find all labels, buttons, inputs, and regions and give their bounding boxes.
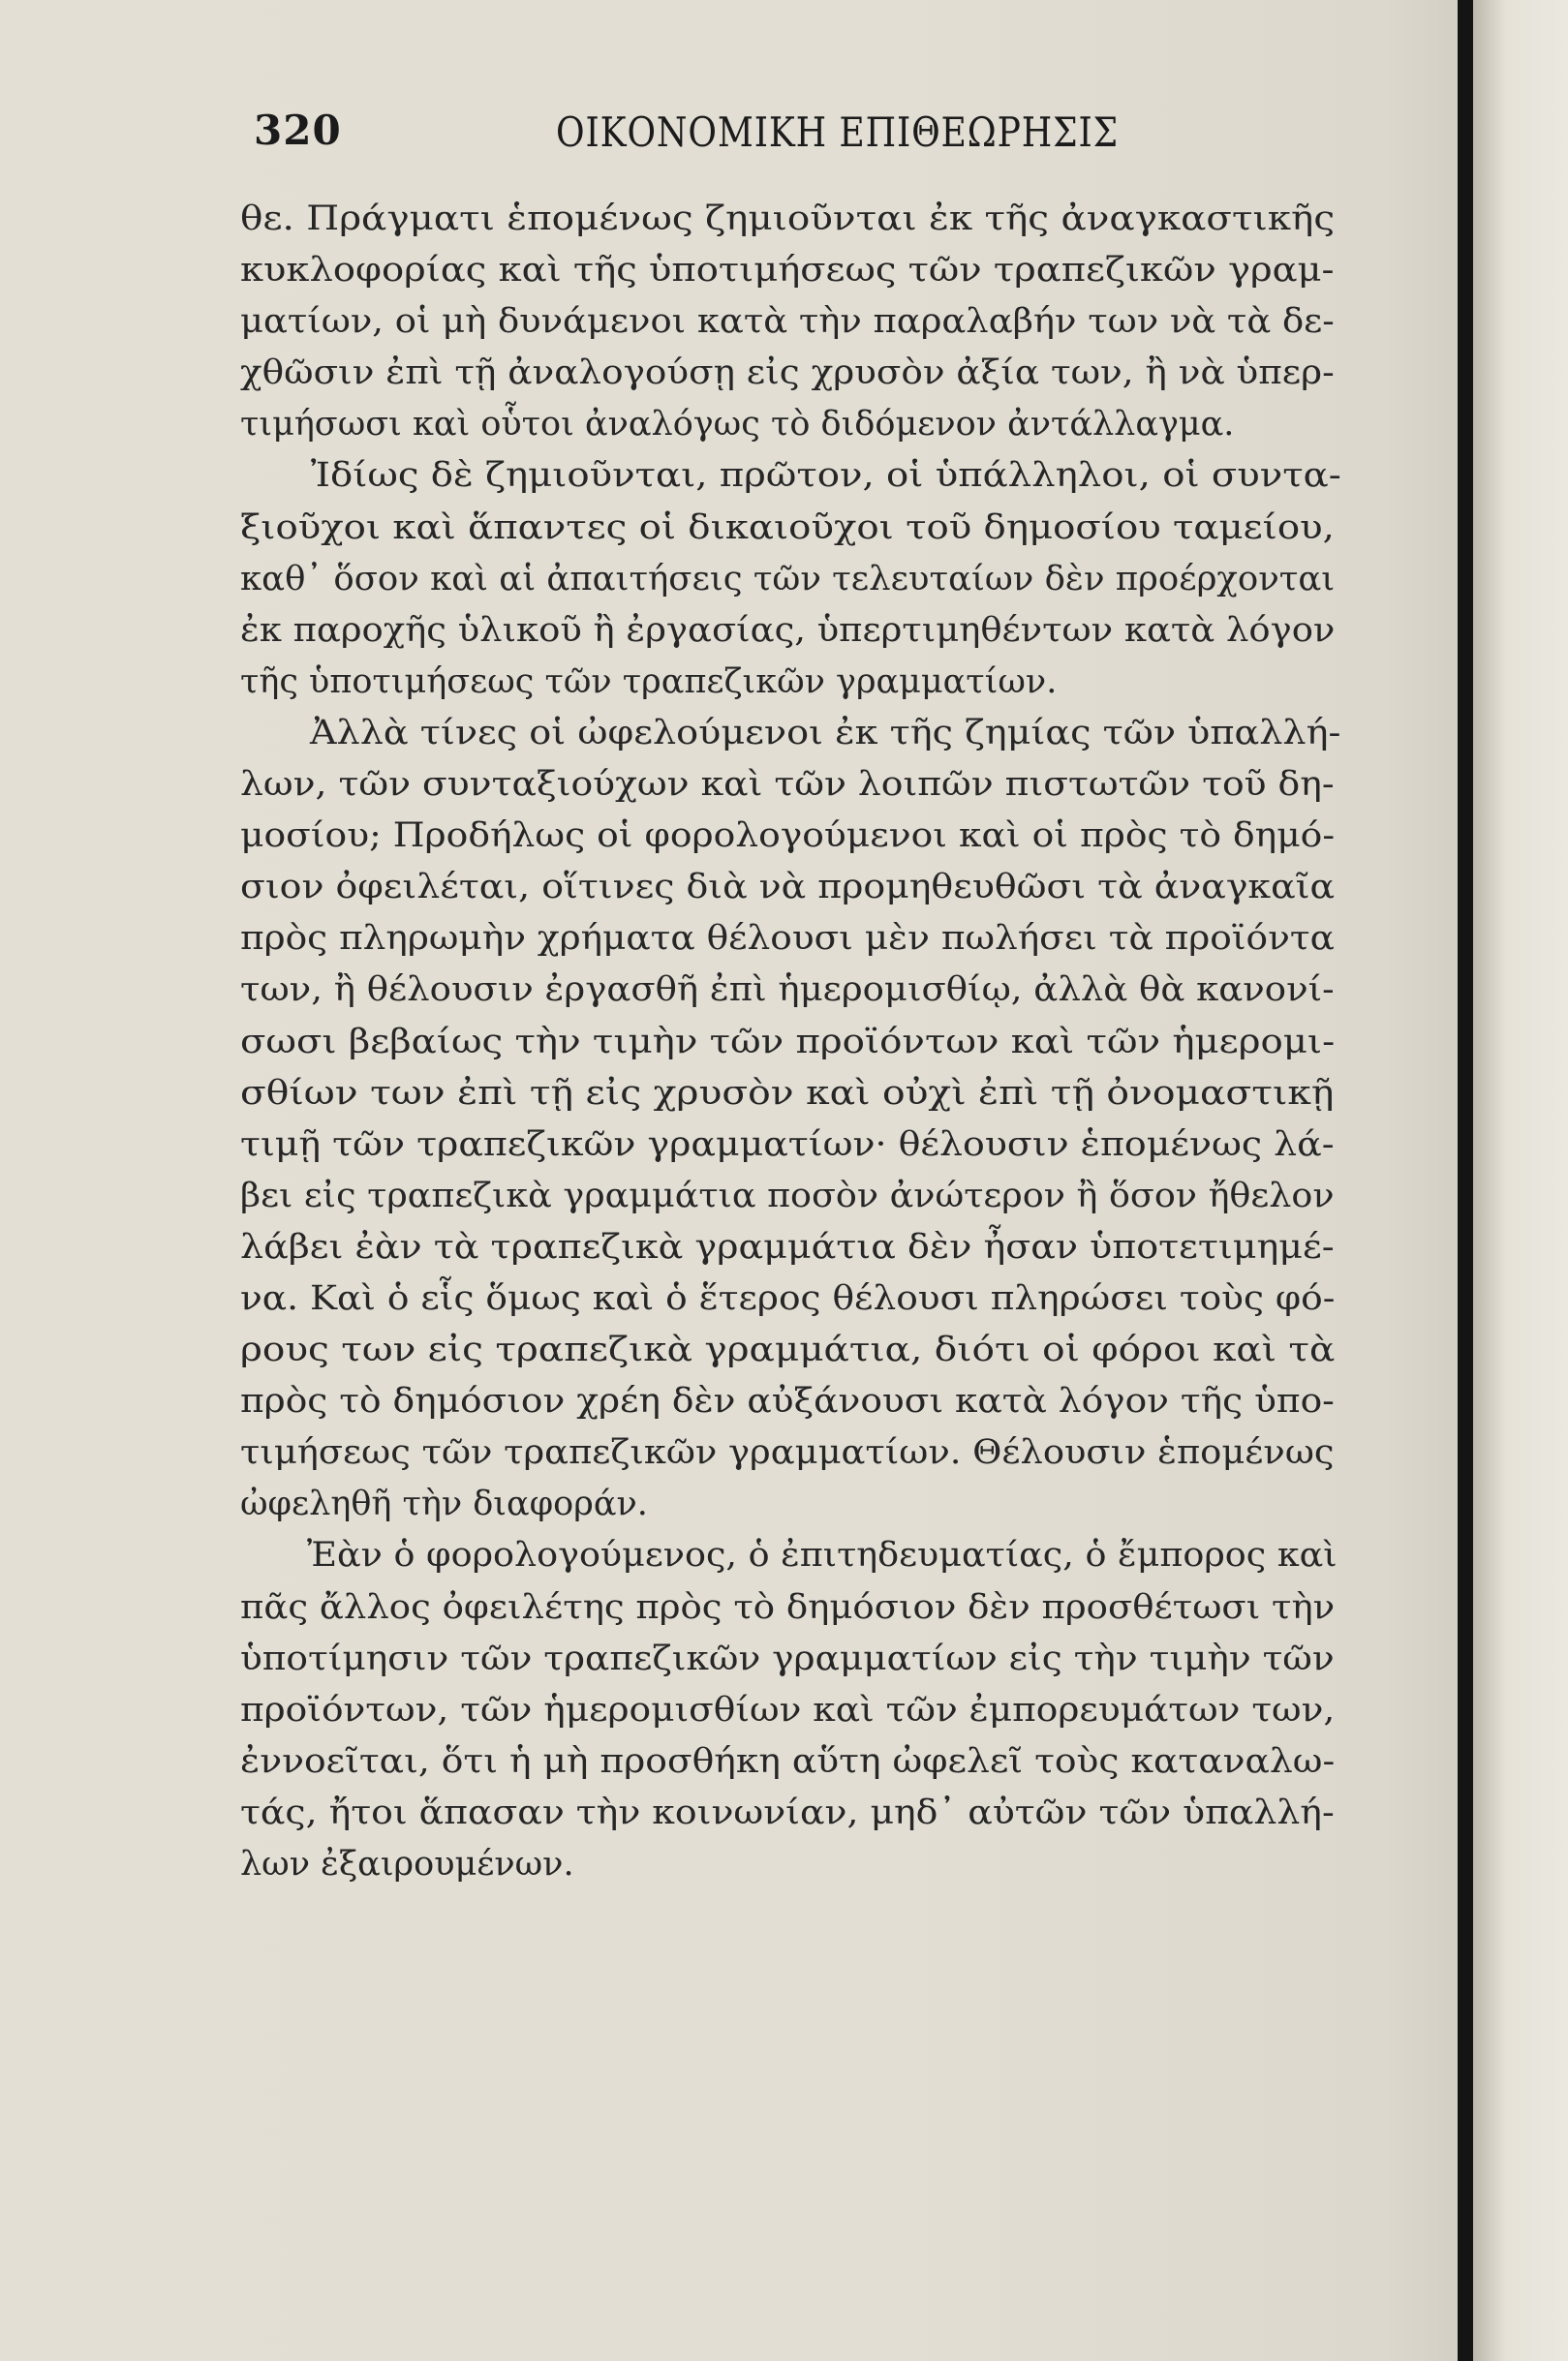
- text-line: ἐννοεῖται, ὅτι ἡ μὴ προσθήκη αὕτη ὠφελεῖ τοὺς καταναλω-: [240, 1741, 1336, 1781]
- text-line: τιμήσεως τῶν τραπεζικῶν γραμματίων. Θέλουσιν ἑπομένως: [240, 1433, 1335, 1473]
- text-line: Ἰδίως δὲ ζημιοῦνται, πρῶτον, οἱ ὑπάλληλοι, οἱ συντα-: [310, 456, 1341, 496]
- text-line: καθ᾽ ὅσον καὶ αἱ ἀπαιτήσεις τῶν τελευταίων δὲν προέρχονται: [240, 559, 1336, 598]
- text-line: ματίων, οἱ μὴ δυνάμενοι κατὰ τὴν παραλαβήν των νὰ τὰ δε-: [240, 302, 1335, 342]
- text-line: σιον ὀφειλέται, οἵτινες διὰ νὰ προμηθευθῶσι τὰ ἀναγκαῖα: [240, 868, 1336, 907]
- text-line: να. Καὶ ὁ εἷς ὅμως καὶ ὁ ἕτερος θέλουσι πληρώσει τοὺς φό-: [240, 1278, 1336, 1318]
- text-line: θε. Πράγματι ἑπομένως ζημιοῦνται ἐκ τῆς ἀναγκαστικῆς: [240, 199, 1336, 238]
- text-line: τῆς ὑποτιμήσεως τῶν τραπεζικῶν γραμματίων.: [240, 661, 1058, 701]
- text-line: τιμήσωσι καὶ οὗτοι ἀναλόγως τὸ διδόμενον ἀντάλλαγμα.: [240, 405, 1235, 445]
- text-line: σθίων των ἐπὶ τῇ εἰς χρυσὸν καὶ οὐχὶ ἐπὶ τῇ ὀνομαστικῇ: [240, 1073, 1335, 1113]
- text-line: ὑποτίμησιν τῶν τραπεζικῶν γραμματίων εἰς τὴν τιμὴν τῶν: [240, 1639, 1335, 1678]
- text-line: Ἐὰν ὁ φορολογούμενος, ὁ ἐπιτηδευματίας, ὁ ἔμπορος καὶ: [306, 1536, 1337, 1576]
- text-line: προϊόντων, τῶν ἡμερομισθίων καὶ τῶν ἐμπορευμάτων των,: [240, 1690, 1336, 1730]
- text-line: σωσι βεβαίως τὴν τιμὴν τῶν προϊόντων καὶ τῶν ἡμερομι-: [240, 1022, 1336, 1061]
- text-line: λων, τῶν συνταξιούχων καὶ τῶν λοιπῶν πιστωτῶν τοῦ δη-: [240, 765, 1335, 805]
- text-line: πᾶς ἄλλος ὀφειλέτης πρὸς τὸ δημόσιον δὲν προσθέτωσι τὴν: [240, 1587, 1336, 1627]
- text-line: κυκλοφορίας καὶ τῆς ὑποτιμήσεως τῶν τραπεζικῶν γραμ-: [240, 251, 1335, 291]
- text-line: ἐκ παροχῆς ὑλικοῦ ἢ ἐργασίας, ὑπερτιμηθέντων κατὰ λόγον: [240, 610, 1336, 650]
- text-line: των, ἢ θέλουσιν ἐργασθῆ ἐπὶ ἡμερομισθίῳ, ἀλλὰ θὰ κανονί-: [240, 970, 1335, 1010]
- text-line: τιμῇ τῶν τραπεζικῶν γραμματίων· θέλουσιν ἑπομένως λά-: [240, 1124, 1335, 1164]
- page-number: 320: [254, 107, 342, 154]
- text-line: χθῶσιν ἐπὶ τῇ ἀναλογούσῃ εἰς χρυσὸν ἀξία των, ἢ νὰ ὑπερ-: [240, 353, 1335, 393]
- text-line: τάς, ἤτοι ἅπασαν τὴν κοινωνίαν, μηδ᾽ αὐτῶν τῶν ὑπαλλή-: [240, 1793, 1335, 1832]
- text-line: ὠφεληθῆ τὴν διαφοράν.: [240, 1485, 648, 1524]
- page-edge: [1473, 0, 1568, 2361]
- text-line: βει εἰς τραπεζικὰ γραμμάτια ποσὸν ἀνώτερον ἢ ὅσον ἤθελον: [240, 1176, 1335, 1215]
- text-line: ξιοῦχοι καὶ ἅπαντες οἱ δικαιοῦχοι τοῦ δημοσίου ταμείου,: [240, 507, 1335, 547]
- text-line: ρους των εἰς τραπεζικὰ γραμμάτια, διότι οἱ φόροι καὶ τὰ: [240, 1331, 1336, 1370]
- text-line: πρὸς τὸ δημόσιον χρέη δὲν αὐξάνουσι κατὰ λόγον τῆς ὑπο-: [240, 1382, 1335, 1422]
- text-line: λάβει ἐὰν τὰ τραπεζικὰ γραμμάτια δὲν ἦσαν ὑποτετιμημέ-: [240, 1227, 1335, 1267]
- running-header: [254, 107, 1377, 174]
- text-line: Ἀλλὰ τίνες οἱ ὠφελούμενοι ἐκ τῆς ζημίας τῶν ὑπαλλή-: [309, 713, 1341, 752]
- book-binding-shadow: [1458, 0, 1473, 2361]
- running-title: ΟΙΚΟΝΟΜΙΚΗ ΕΠΙΘΕΩΡΗΣΙΣ: [556, 108, 1120, 156]
- text-line: πρὸς πληρωμὴν χρήματα θέλουσι μὲν πωλήσει τὰ προϊόντα: [240, 919, 1335, 959]
- body-text: [240, 194, 1341, 1890]
- text-line: λων ἐξαιρουμένων.: [240, 1845, 574, 1884]
- text-line: μοσίου; Προδήλως οἱ φορολογούμενοι καὶ οἱ πρὸς τὸ δημό-: [240, 816, 1336, 856]
